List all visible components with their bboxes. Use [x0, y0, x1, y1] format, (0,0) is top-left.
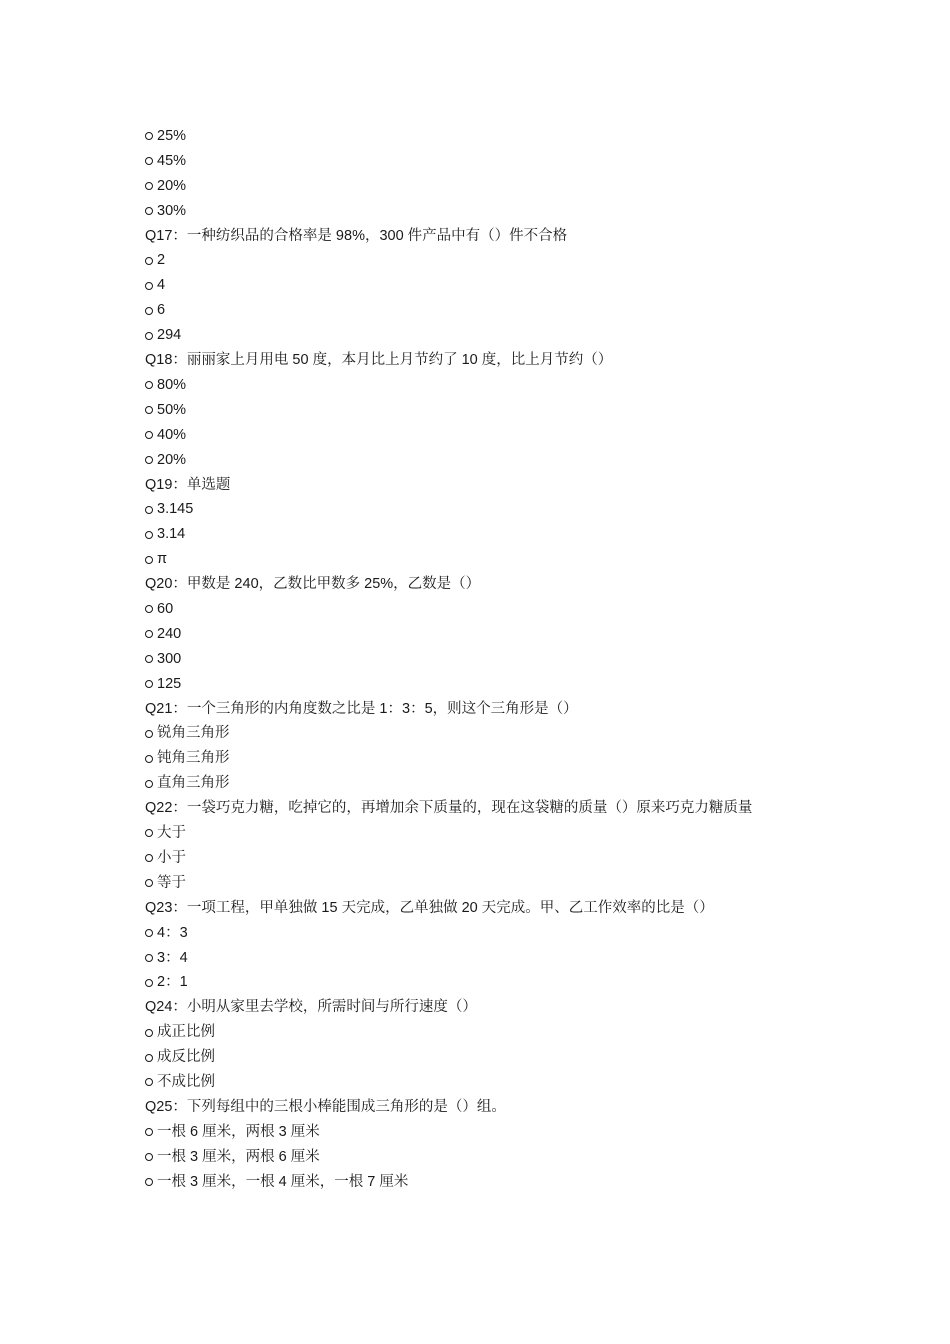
option-item[interactable]	[145, 1145, 815, 1170]
radio-circle-icon[interactable]	[145, 929, 153, 937]
option-label: 4：3	[157, 924, 188, 941]
option-item[interactable]	[145, 1020, 815, 1045]
question-text: Q22：一袋巧克力糖，吃掉它的，再增加余下质量的，现在这袋糖的质量（）原来巧克力糖质量	[145, 800, 753, 817]
question-text: Q23：一项工程，甲单独做 15 天完成，乙单独做 20 天完成。甲、乙工作效率的比是（）	[145, 899, 714, 916]
radio-circle-icon[interactable]	[145, 506, 153, 514]
option-label: 3：4	[157, 949, 188, 966]
option-item[interactable]	[145, 946, 815, 971]
radio-circle-icon[interactable]	[145, 605, 153, 613]
option-item[interactable]	[145, 423, 815, 448]
question-text: Q18：丽丽家上月用电 50 度，本月比上月节约了 10 度，比上月节约（）	[145, 352, 613, 369]
option-label: 4	[157, 277, 166, 294]
option-label: 20%	[157, 177, 187, 194]
option-label: 直角三角形	[157, 775, 230, 792]
option-label: 40%	[157, 426, 187, 443]
radio-circle-icon[interactable]	[145, 406, 153, 414]
question-text: Q24：小明从家里去学校，所需时间与所行速度（）	[145, 999, 477, 1016]
radio-circle-icon[interactable]	[145, 954, 153, 962]
option-item[interactable]	[145, 846, 815, 871]
option-label: 2	[157, 252, 166, 269]
option-label: 80%	[157, 376, 187, 393]
option-item[interactable]	[145, 771, 815, 796]
option-item[interactable]	[145, 597, 815, 622]
option-item[interactable]	[145, 149, 815, 174]
option-label: 成正比例	[157, 1024, 215, 1041]
option-label: 一根 3 厘米，两根 6 厘米	[157, 1148, 320, 1165]
option-item[interactable]	[145, 547, 815, 572]
radio-circle-icon[interactable]	[145, 157, 153, 165]
question-text: Q19：单选题	[145, 476, 231, 493]
option-label: 20%	[157, 451, 187, 468]
option-item[interactable]	[145, 199, 815, 224]
radio-circle-icon[interactable]	[145, 282, 153, 290]
question-text: Q21：一个三角形的内角度数之比是 1：3：5，则这个三角形是（）	[145, 700, 578, 717]
option-item[interactable]	[145, 124, 815, 149]
radio-circle-icon[interactable]	[145, 556, 153, 564]
option-item[interactable]	[145, 448, 815, 473]
question-list	[145, 124, 815, 1194]
option-label: 一根 6 厘米，两根 3 厘米	[157, 1123, 320, 1140]
question-text: Q20：甲数是 240，乙数比甲数多 25%，乙数是（）	[145, 576, 481, 593]
option-item[interactable]	[145, 647, 815, 672]
option-item[interactable]	[145, 1070, 815, 1095]
option-item[interactable]	[145, 921, 815, 946]
radio-circle-icon[interactable]	[145, 1153, 153, 1161]
option-item[interactable]	[145, 373, 815, 398]
radio-circle-icon[interactable]	[145, 307, 153, 315]
option-item[interactable]	[145, 1170, 815, 1195]
option-item[interactable]	[145, 398, 815, 423]
radio-circle-icon[interactable]	[145, 182, 153, 190]
radio-circle-icon[interactable]	[145, 829, 153, 837]
option-label: 6	[157, 302, 166, 319]
option-item[interactable]	[145, 1045, 815, 1070]
option-label: 锐角三角形	[157, 725, 230, 742]
radio-circle-icon[interactable]	[145, 755, 153, 763]
option-item[interactable]	[145, 970, 815, 995]
option-item[interactable]	[145, 273, 815, 298]
radio-circle-icon[interactable]	[145, 431, 153, 439]
radio-circle-icon[interactable]	[145, 1078, 153, 1086]
option-label: 成反比例	[157, 1049, 215, 1066]
radio-circle-icon[interactable]	[145, 1178, 153, 1186]
option-label: 30%	[157, 202, 187, 219]
option-label: 3.145	[157, 501, 194, 518]
option-item[interactable]	[145, 174, 815, 199]
option-item[interactable]	[145, 1120, 815, 1145]
option-label: 125	[157, 675, 182, 692]
option-label: 钝角三角形	[157, 750, 230, 767]
option-item[interactable]	[145, 672, 815, 697]
option-label: 300	[157, 650, 182, 667]
radio-circle-icon[interactable]	[145, 630, 153, 638]
option-item[interactable]	[145, 522, 815, 547]
radio-circle-icon[interactable]	[145, 381, 153, 389]
option-item[interactable]	[145, 871, 815, 896]
radio-circle-icon[interactable]	[145, 1128, 153, 1136]
option-item[interactable]	[145, 721, 815, 746]
radio-circle-icon[interactable]	[145, 730, 153, 738]
radio-circle-icon[interactable]	[145, 332, 153, 340]
radio-circle-icon[interactable]	[145, 1029, 153, 1037]
option-item[interactable]	[145, 821, 815, 846]
question-text: Q25：下列每组中的三根小棒能围成三角形的是（）组。	[145, 1098, 506, 1115]
radio-circle-icon[interactable]	[145, 531, 153, 539]
radio-circle-icon[interactable]	[145, 1054, 153, 1062]
option-label: 25%	[157, 128, 187, 144]
radio-circle-icon[interactable]	[145, 257, 153, 265]
radio-circle-icon[interactable]	[145, 780, 153, 788]
option-item[interactable]	[145, 323, 815, 348]
radio-circle-icon[interactable]	[145, 132, 153, 140]
radio-circle-icon[interactable]	[145, 979, 153, 987]
option-item[interactable]	[145, 298, 815, 323]
radio-circle-icon[interactable]	[145, 655, 153, 663]
option-label: 不成比例	[157, 1073, 215, 1090]
option-label: 一根 3 厘米，一根 4 厘米，一根 7 厘米	[157, 1173, 409, 1190]
option-label: 2：1	[157, 974, 188, 991]
option-label: 240	[157, 625, 182, 642]
option-label: 60	[157, 600, 174, 617]
option-label: 3.14	[157, 526, 186, 543]
option-label: π	[157, 551, 168, 568]
radio-circle-icon[interactable]	[145, 854, 153, 862]
option-label: 小于	[157, 849, 186, 866]
option-label: 294	[157, 327, 182, 344]
radio-circle-icon[interactable]	[145, 456, 153, 464]
radio-circle-icon[interactable]	[145, 879, 153, 887]
option-label: 大于	[157, 825, 186, 842]
option-item[interactable]	[145, 497, 815, 522]
option-label: 等于	[157, 874, 186, 891]
question-text: Q17：一种纺织品的合格率是 98%，300 件产品中有（）件不合格	[145, 227, 568, 244]
option-item[interactable]	[145, 622, 815, 647]
option-item[interactable]	[145, 746, 815, 771]
option-label: 50%	[157, 401, 187, 418]
option-label: 45%	[157, 152, 187, 169]
radio-circle-icon[interactable]	[145, 680, 153, 688]
option-item[interactable]	[145, 248, 815, 273]
radio-circle-icon[interactable]	[145, 207, 153, 215]
